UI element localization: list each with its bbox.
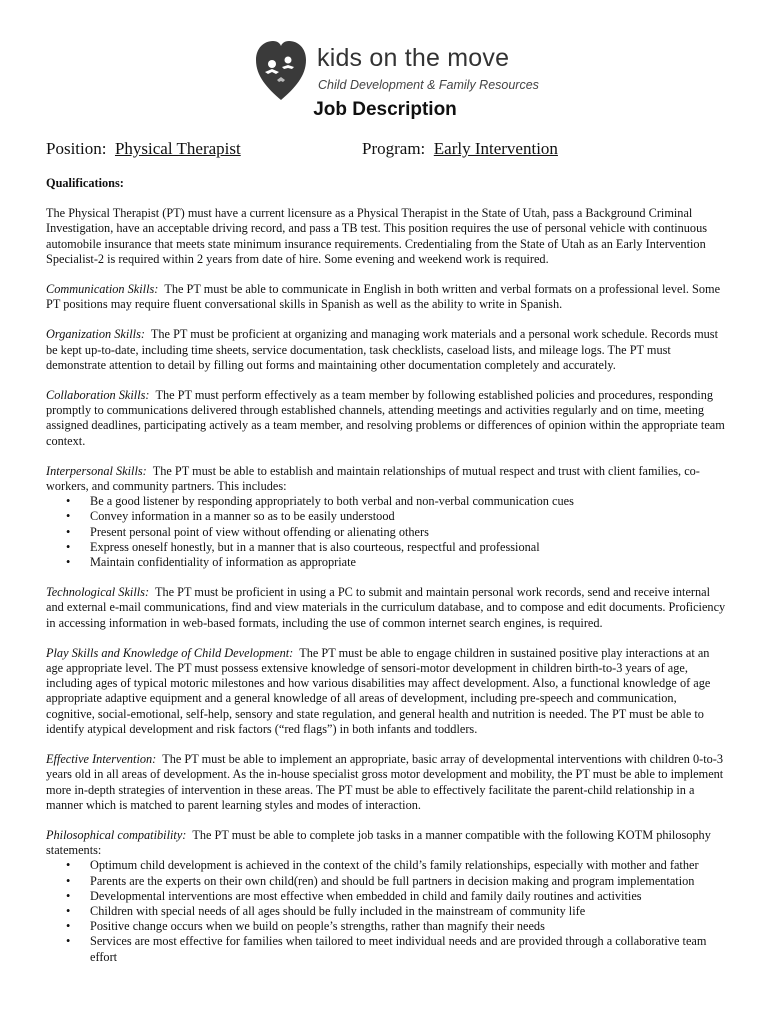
document-title: Job Description bbox=[313, 99, 457, 120]
heart-logo-icon bbox=[255, 40, 307, 102]
section-label: Collaboration Skills: bbox=[46, 388, 150, 403]
logo bbox=[255, 40, 539, 102]
list-item: • Be a good listener by responding appropriately to both verbal and non-verbal communication cues bbox=[90, 494, 726, 509]
collaboration-section bbox=[46, 388, 726, 449]
list-item: • Positive change occurs when we build on people’s strengths, rather than magnify their needs bbox=[90, 919, 726, 934]
section-text: The PT must be able to complete job tasks in a manner compatible with the following KOTM philosophy statements: bbox=[46, 827, 711, 858]
list-item: • Optimum child development is achieved in the context of the child’s family relationships, especially with mother and father bbox=[90, 858, 726, 873]
philosophy-list bbox=[46, 858, 726, 964]
section-label: Play Skills and Knowledge of Child Development: bbox=[46, 645, 294, 660]
section-text: The PT must perform effectively as a team member by following established policies and procedures, responding promptly to communications delivered through established channels, attending meetings and activities regularly and on time, meeting assigned deadlines, participating actively as a team member, and resolving problems or differences of opinion within the appropriate team context. bbox=[46, 388, 725, 448]
intervention-section bbox=[46, 752, 726, 813]
section-label: Effective Intervention: bbox=[46, 752, 157, 767]
play-section bbox=[46, 646, 726, 737]
list-item: • Parents are the experts on their own child(ren) and should be full partners in decision making and program implementation bbox=[90, 874, 726, 889]
logo-brand: kids on the move bbox=[317, 44, 510, 72]
section-text: The PT must be able to implement an appropriate, basic array of developmental interventions with children 0-to-3 years old in all areas of development. As the in-house specialist gross motor development and mobility, the PT must be able to implement more in-depth strategies of intervention in these areas. The PT must be able to effectively facilitate the parent-child relationship in a manner which is matched to parent learning styles and modes of interaction. bbox=[46, 752, 724, 812]
section-text: The PT must be able to establish and maintain relationships of mutual respect and trust with client families, co-workers, and community partners. This includes: bbox=[46, 463, 700, 494]
section-label: Interpersonal Skills: bbox=[46, 463, 147, 478]
technological-section bbox=[46, 585, 726, 631]
interpersonal-section bbox=[46, 464, 726, 494]
organization-section bbox=[46, 327, 726, 373]
program-field bbox=[362, 139, 558, 159]
section-text: The PT must be able to communicate in English in both written and verbal formats on a professional level. Some PT positions may require fluent conversational skills in Spanish as well as the ability to write in Spanish. bbox=[46, 282, 721, 312]
section-label: Philosophical compatibility: bbox=[46, 827, 187, 842]
qualifications-intro: The Physical Therapist (PT) must have a current licensure as a Physical Therapist in the State of Utah, pass a Background Criminal Investigation, have an acceptable driving record, and pass a TB test. This position requires the use of personal vehicle with continuous automobile insurance that meets state minimum insurance requirements. Credentialing from the State of Utah as an Early Intervention Specialist-2 is required within 2 years from date of hire. Some evening and weekend work is required. bbox=[46, 206, 708, 266]
position-field bbox=[46, 139, 241, 159]
philosophical-section bbox=[46, 828, 726, 858]
list-item: • Express oneself honestly, but in a manner that is also courteous, respectful and professional bbox=[90, 540, 726, 555]
list-item: • Maintain confidentiality of information as appropriate bbox=[90, 555, 726, 570]
section-label: Organization Skills: bbox=[46, 327, 145, 342]
section-label: Technological Skills: bbox=[46, 585, 150, 600]
document-body bbox=[46, 176, 726, 980]
logo-subtitle: Child Development & Family Resources bbox=[318, 78, 539, 92]
list-item: • Children with special needs of all ages should be fully included in the mainstream of community life bbox=[90, 904, 726, 919]
list-item: • Developmental interventions are most effective when embedded in child and family daily routines and activities bbox=[90, 889, 726, 904]
interpersonal-list bbox=[46, 494, 726, 570]
section-text: The PT must be proficient in using a PC to submit and maintain personal work records, send and receive internal and external e-mail communications, find and view materials in the curriculum database, and to compose and edit documents. Proficiency in accessing information in web-based formats, including the use of common internet search engines, is required. bbox=[46, 585, 726, 630]
communication-section bbox=[46, 282, 726, 312]
section-label: Communication Skills: bbox=[46, 282, 159, 297]
program-value: Early Intervention bbox=[433, 139, 558, 158]
section-text: The PT must be able to engage children in sustained positive play interactions at an age appropriate level. The PT must possess extensive knowledge of sensori-motor development in children birth-to-3 years of age, including ages of typical motoric milestones and how various disabilities may affect development. Also, a functional knowledge of age appropriate adaptive equipment and a general knowledge of all areas of development, including pre-speech and communication, cognitive, social-emotional, self-help, sensory and state regulation, and general health and nutrition is needed. The PT must be able to identify atypical development and risk factors (“red flags”) in both infants and toddlers. bbox=[46, 645, 711, 736]
program-label: Program: bbox=[362, 139, 426, 158]
list-item: • Services are most effective for families when tailored to meet individual needs and are provided through a collaborative team effort bbox=[90, 934, 726, 964]
section-text: The PT must be proficient at organizing and managing work materials and a personal work schedule. Records must be kept up-to-date, including time sheets, service documentation, task checklists, caseload lists, and mileage logs. The PT must demonstrate attention to detail by filling out forms and maintaining other documentation completely and accurately. bbox=[46, 327, 718, 372]
position-label: Position: bbox=[46, 139, 107, 158]
position-value: Physical Therapist bbox=[114, 139, 241, 158]
list-item: • Present personal point of view without offending or alienating others bbox=[90, 525, 726, 540]
qualifications-heading: Qualifications: bbox=[46, 176, 124, 190]
list-item: • Convey information in a manner so as to be easily understood bbox=[90, 509, 726, 524]
